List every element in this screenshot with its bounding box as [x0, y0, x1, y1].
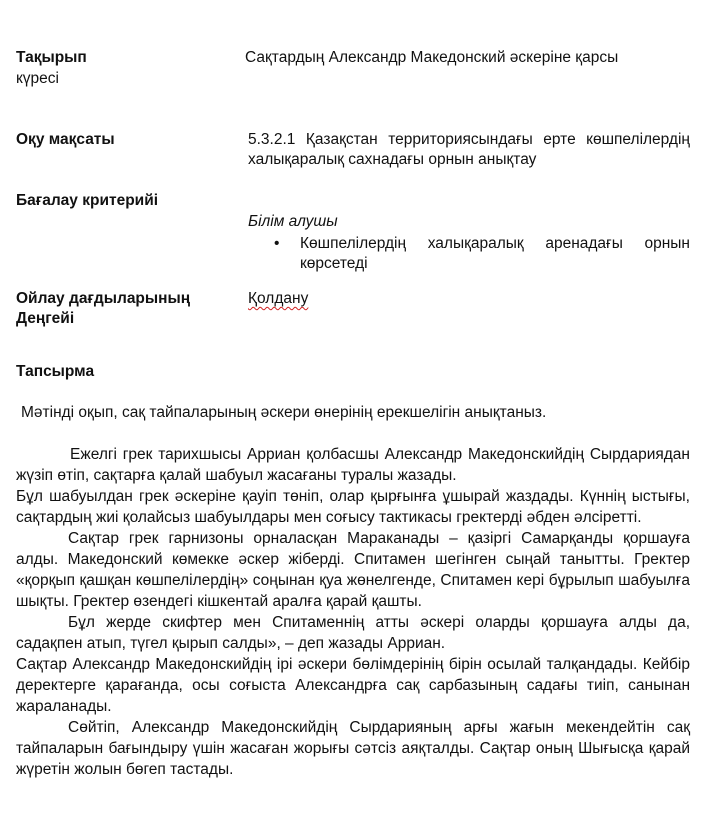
topic-label: Тақырып	[16, 49, 87, 66]
paragraph-5: Сақтар Александр Македонскийдің ірі әскери бөлімдерінің бірін осылай талқандады. Кейбір деректерге қарағанда, осы соғыста Александрға сақ сарбазының садағы тиіп, санынан жараланады.	[16, 656, 690, 715]
body-text	[16, 444, 690, 780]
paragraph-3: Сақтар грек гарнизоны орналасқан Мараканады – қазіргі Самарқанды қоршауға алды. Македонский көмекке әскер жіберді. Спитамен шегінген сыңай танытты. Гректер «қорқып қашқан көшпелілердің» соңынан қуа жөнелгенде, Спитамен кері бұрылып шабуылға шықты. Гректер өзендегі кішкентай аралға қарай қашты.	[16, 530, 690, 610]
thinking-level-label: Ойлау дағдыларының Деңгейі	[16, 290, 191, 327]
topic-label-continuation: күресі	[16, 70, 59, 87]
criteria-subtitle: Білім алушы	[248, 213, 338, 230]
bullet-icon: •	[274, 235, 280, 252]
paragraph-2: Бұл шабуылдан грек әскеріне қауіп төніп, олар қырғынға ұшырай жаздады. Күннің ыстығы, сақтардың жиі қолайсыз шабуылдары мен соғысу тактикасы гректерді әбден әлсіретті.	[16, 488, 690, 526]
topic-value: Сақтардың Александр Македонский әскеріне қарсы	[245, 49, 619, 66]
task-heading: Тапсырма	[16, 363, 95, 380]
learning-goal-label: Оқу мақсаты	[16, 131, 115, 148]
learning-goal-value: 5.3.2.1 Қазақстан территориясындағы ерте көшпелілердің халықаралық сахнадағы орнын анықтау	[248, 131, 690, 168]
paragraph-4: Бұл жерде скифтер мен Спитаменнің атты әскері оларды қоршауға алды да, садақпен атып, түгел қырып салды», – деп жазады Арриан.	[16, 614, 690, 652]
thinking-level-value	[248, 289, 308, 309]
criteria-label: Бағалау критерийі	[16, 192, 159, 209]
paragraph-1: Ежелгі грек тарихшысы Арриан қолбасшы Александр Македонскийдің Сырдариядан жүзіп өтіп, сақтарға қалай шабуыл жасағаны туралы жазады.	[16, 446, 690, 484]
task-instruction: Мәтінді оқып, сақ тайпаларының әскери өнерінің ерекшелігін анықтаныз.	[21, 404, 547, 421]
criteria-bullet: Көшпелілердің халықаралық аренадағы орнын көрсетеді	[300, 235, 690, 272]
thinking-level-text: Қолдану	[248, 290, 309, 307]
paragraph-6: Сөйтіп, Александр Македонскийдің Сырдарияның арғы жағын мекендейтін сақ тайпаларын бағындыру үшін жасаған жорығы сәтсіз аяқталды. Сақтар оның Шығысқа қарай жүретін жолын бөгеп тастады.	[16, 719, 690, 778]
